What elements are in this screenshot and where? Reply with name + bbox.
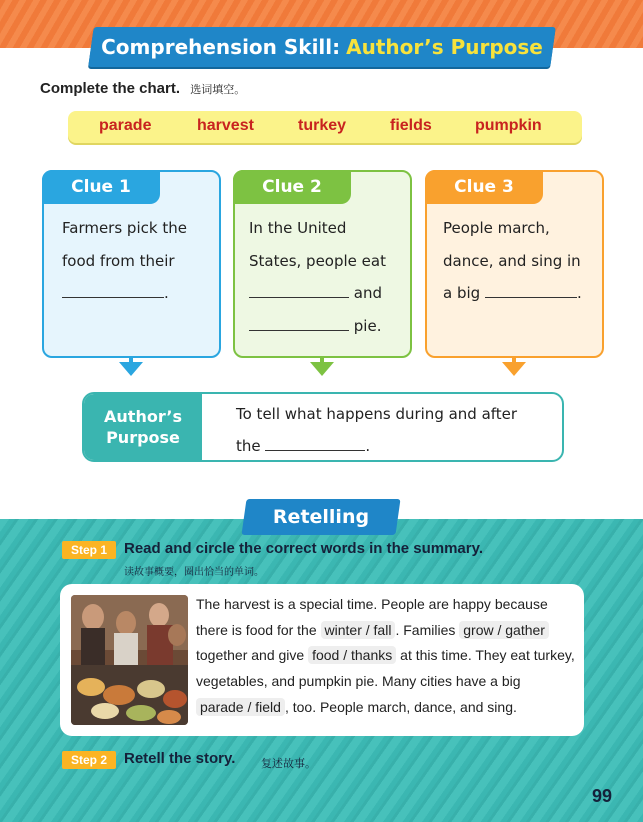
clue-3-tail: . (576, 284, 582, 302)
answer-blank[interactable] (485, 284, 577, 298)
word-choice-option[interactable]: parade / field (196, 698, 285, 716)
word-bank-item: pumpkin (475, 117, 542, 134)
clue-3-line-2: dance, and sing in (443, 251, 581, 270)
clue-1-text (62, 212, 187, 310)
word-choice-option[interactable]: food / thanks (308, 646, 396, 664)
clue-1-line-3 (62, 277, 187, 310)
clue-2-line-1: In the United (249, 219, 347, 237)
clue-2-tab: Clue 2 (233, 170, 351, 204)
purpose-line-2-tail: . (365, 437, 371, 455)
title-accent: Author’s Purpose (346, 35, 543, 59)
summary-part: at this time. They eat turkey, vegetables, and pumpkin pie. Many cities have a big (196, 647, 575, 690)
clue-1-tail: . (164, 284, 169, 302)
word-bank-item: fields (390, 117, 432, 134)
step-1-cn: 读故事概要，圈出恰当的单词。 (124, 567, 264, 578)
page-number: 99 (592, 786, 613, 806)
authors-purpose-label (84, 394, 202, 460)
step-2-cn: 复述故事。 (261, 757, 316, 770)
word-bank-item: harvest (197, 117, 254, 134)
clue-2-pie: pie. (353, 316, 382, 335)
step-1-badge: Step 1 (62, 541, 116, 559)
answer-blank[interactable] (62, 284, 164, 298)
clue-1-line-1: Farmers pick the (62, 219, 187, 237)
summary-part: , too. People march, dance, and sing. (284, 698, 517, 715)
word-bank-item: turkey (298, 117, 347, 134)
instruction (40, 80, 245, 97)
summary-part: The harvest is a special time. People are happy because there is food for the (196, 596, 548, 638)
harvest-photo (71, 595, 188, 725)
authors-purpose-box (82, 392, 564, 462)
answer-blank[interactable] (265, 437, 365, 451)
retelling-title: Retelling (272, 506, 370, 528)
clue-1-line-2: food from their (62, 251, 175, 270)
authors-purpose-text (236, 398, 517, 462)
step-1-text: Read and circle the correct words in the summary. (124, 540, 484, 557)
word-bank-item: parade (99, 117, 152, 134)
summary-text (196, 592, 580, 721)
clue-2-text (249, 212, 386, 342)
answer-blank[interactable] (249, 317, 349, 331)
down-arrow-icon (119, 362, 143, 376)
clue-3-tab: Clue 3 (425, 170, 543, 204)
clue-3-line-1: People march, (443, 219, 550, 237)
word-choice-option[interactable]: winter / fall (321, 621, 396, 639)
clue-2-line-3 (249, 277, 386, 310)
word-choice-option[interactable]: grow / gather (459, 621, 549, 639)
clue-1-tab: Clue 1 (42, 170, 160, 204)
purpose-label-line-2: Purpose (106, 428, 180, 447)
clue-3-text (443, 212, 582, 310)
purpose-line-1: To tell what happens during and after (236, 405, 518, 423)
clue-3-line-3 (443, 277, 582, 310)
purpose-line-2 (236, 430, 517, 462)
page-title (91, 27, 553, 67)
answer-blank[interactable] (249, 284, 349, 298)
step-2-badge: Step 2 (62, 751, 116, 769)
step-2-text: Retell the story. (124, 750, 236, 767)
purpose-label-line-1: Author’s (104, 407, 182, 426)
harvest-photo-image (71, 595, 188, 725)
clue-2-and: and (353, 284, 383, 302)
purpose-line-2-prefix: the (236, 437, 261, 455)
summary-part: . Families (395, 621, 456, 638)
instruction-text: Complete the chart. (40, 80, 181, 97)
instruction-cn: 选词填空。 (190, 84, 246, 96)
title-main: Comprehension Skill: (101, 35, 341, 59)
clue-3-prefix: a big (443, 284, 481, 302)
clue-2-line-4 (249, 310, 386, 343)
word-bank (68, 111, 582, 143)
down-arrow-icon (310, 362, 334, 376)
clue-2-line-2: States, people eat (249, 251, 386, 270)
down-arrow-icon (502, 362, 526, 376)
summary-part: together and give (196, 647, 305, 664)
